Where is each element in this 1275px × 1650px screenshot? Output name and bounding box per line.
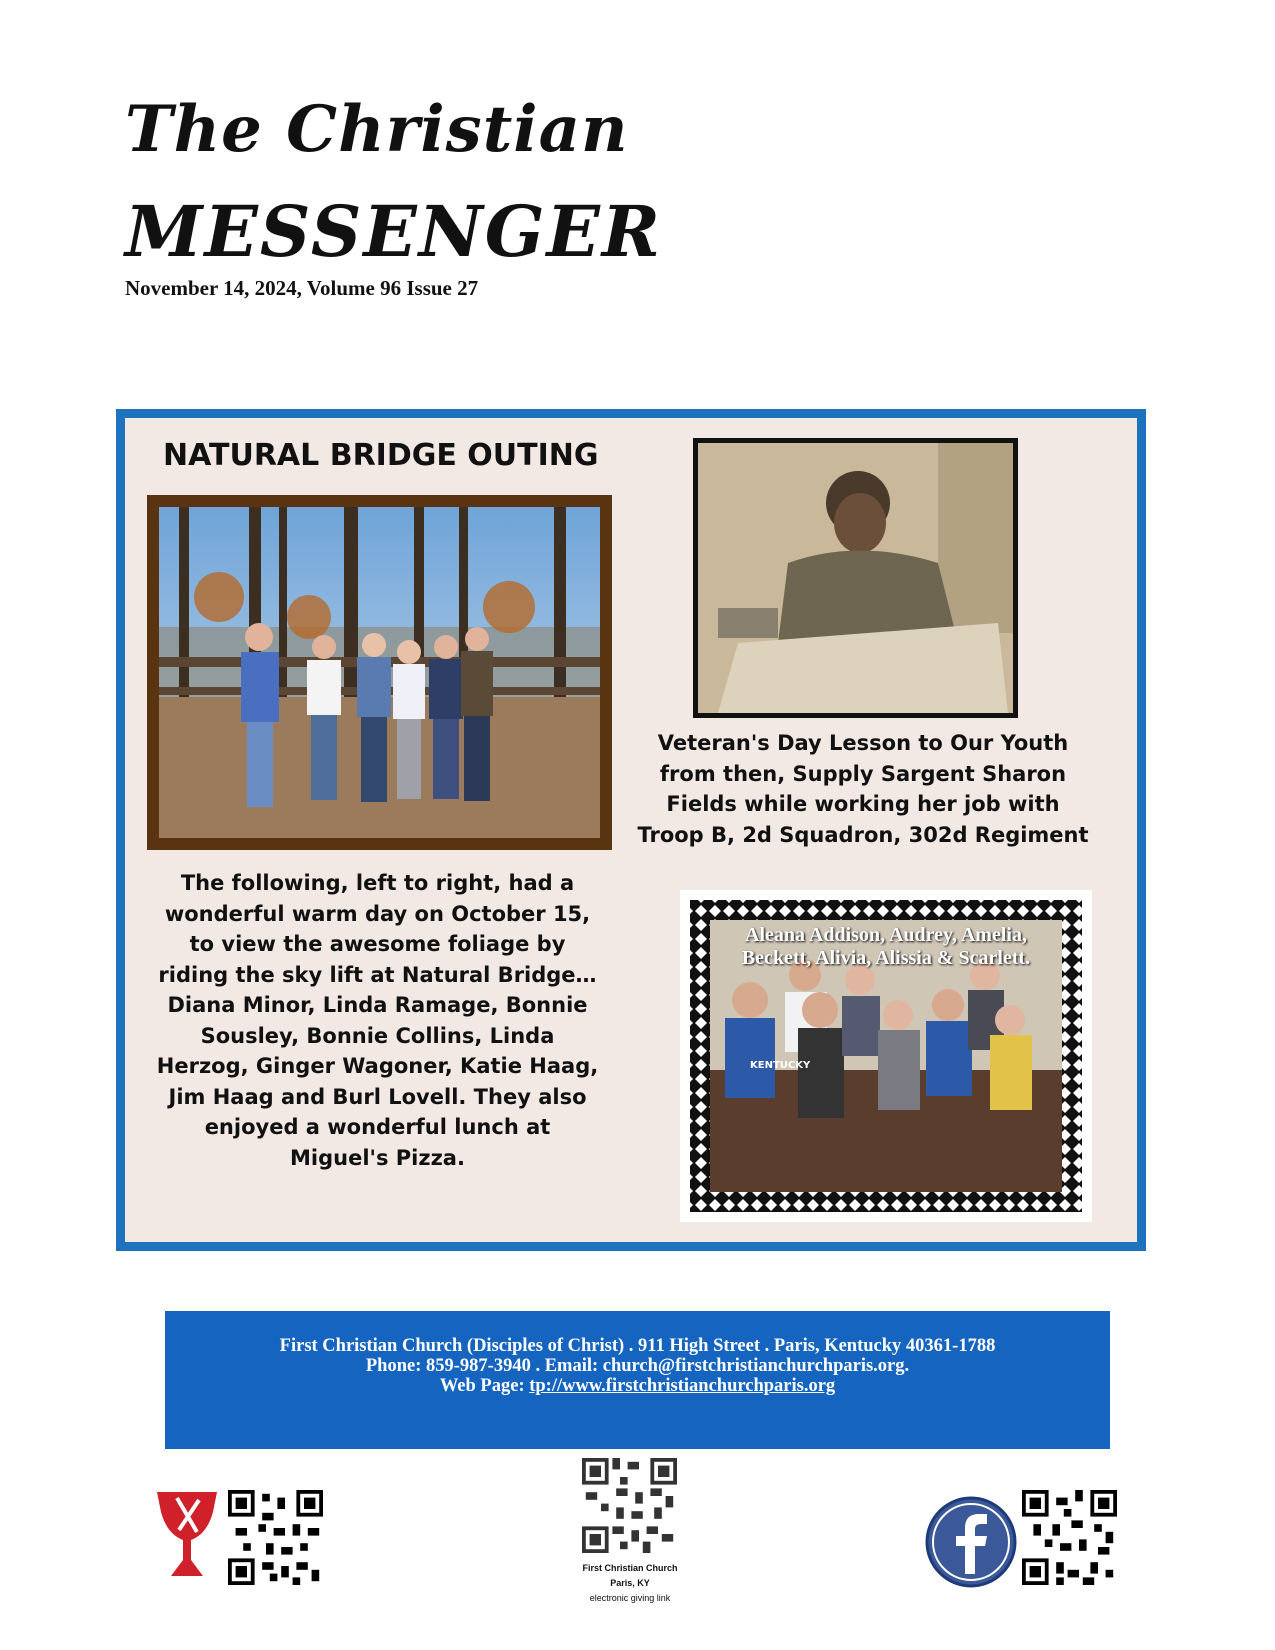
veteran-photo-illustration — [698, 443, 1013, 713]
youth-overlay-line2: Beckett, Alivia, Alissia & Scarlett. — [741, 947, 1031, 969]
feature-box — [116, 409, 1146, 1251]
facebook-icon[interactable] — [925, 1496, 1017, 1588]
outing-caption: The following, left to right, had a wonderful warm day on October 15, to view the awesome foliage by riding the sky lift at Natural Bridge… Diana Minor, Linda Ramage, Bonnie Sousley, Bonnie Collins, Linda Herzog, Ginger Wagoner, Katie Haag, Jim Haag and Burl Lovell. They also enjoyed a wonderful lunch at Miguel's Pizza. — [156, 871, 599, 1170]
issue-date-volume: November 14, 2024, Volume 96 Issue 27 — [125, 276, 479, 300]
qr-code-facebook[interactable] — [1022, 1490, 1117, 1585]
web-label: Web Page: — [439, 1376, 530, 1396]
youth-photo — [710, 920, 1062, 1192]
kentucky-shirt-text: KENTUCKY — [750, 1060, 811, 1071]
giving-label-line3: electronic giving link — [589, 1593, 671, 1603]
youth-photo-frame — [680, 890, 1092, 1222]
masthead-title-line2: MESSENGER — [125, 190, 663, 273]
masthead-title-line1: The Christian — [125, 92, 629, 167]
church-web-line — [165, 1376, 1110, 1396]
veteran-photo — [698, 443, 1013, 713]
veteran-caption: Veteran's Day Lesson to Our Youth from then, Supply Sargent Sharon Fields while working her job with Troop B, 2d Squadron, 302d Regiment — [637, 731, 1089, 847]
website-link[interactable]: tp://www.firstchristianchurchparis.org — [529, 1376, 836, 1396]
qr-code-giving[interactable] — [582, 1458, 677, 1553]
youth-overlay-line1: Aleana Addison, Audrey, Amelia, — [745, 924, 1027, 946]
feature-title: NATURAL BRIDGE OUTING — [163, 438, 599, 473]
church-phone-email: Phone: 859-987-3940 . Email: church@firstchristianchurchparis.org. — [365, 1356, 910, 1376]
contact-footer — [165, 1311, 1110, 1449]
group-photo-illustration — [159, 507, 600, 838]
church-address: First Christian Church (Disciples of Christ) . 911 High Street . Paris, Kentucky 40361-1788 — [279, 1336, 996, 1356]
giving-label-line2: Paris, KY — [610, 1578, 650, 1588]
group-photo — [159, 507, 600, 838]
giving-label-line1: First Christian Church — [582, 1563, 678, 1573]
disciples-chalice-icon — [155, 1490, 220, 1580]
veteran-photo-frame — [693, 438, 1018, 718]
qr-code-left[interactable] — [228, 1490, 323, 1585]
group-photo-frame — [147, 495, 612, 850]
